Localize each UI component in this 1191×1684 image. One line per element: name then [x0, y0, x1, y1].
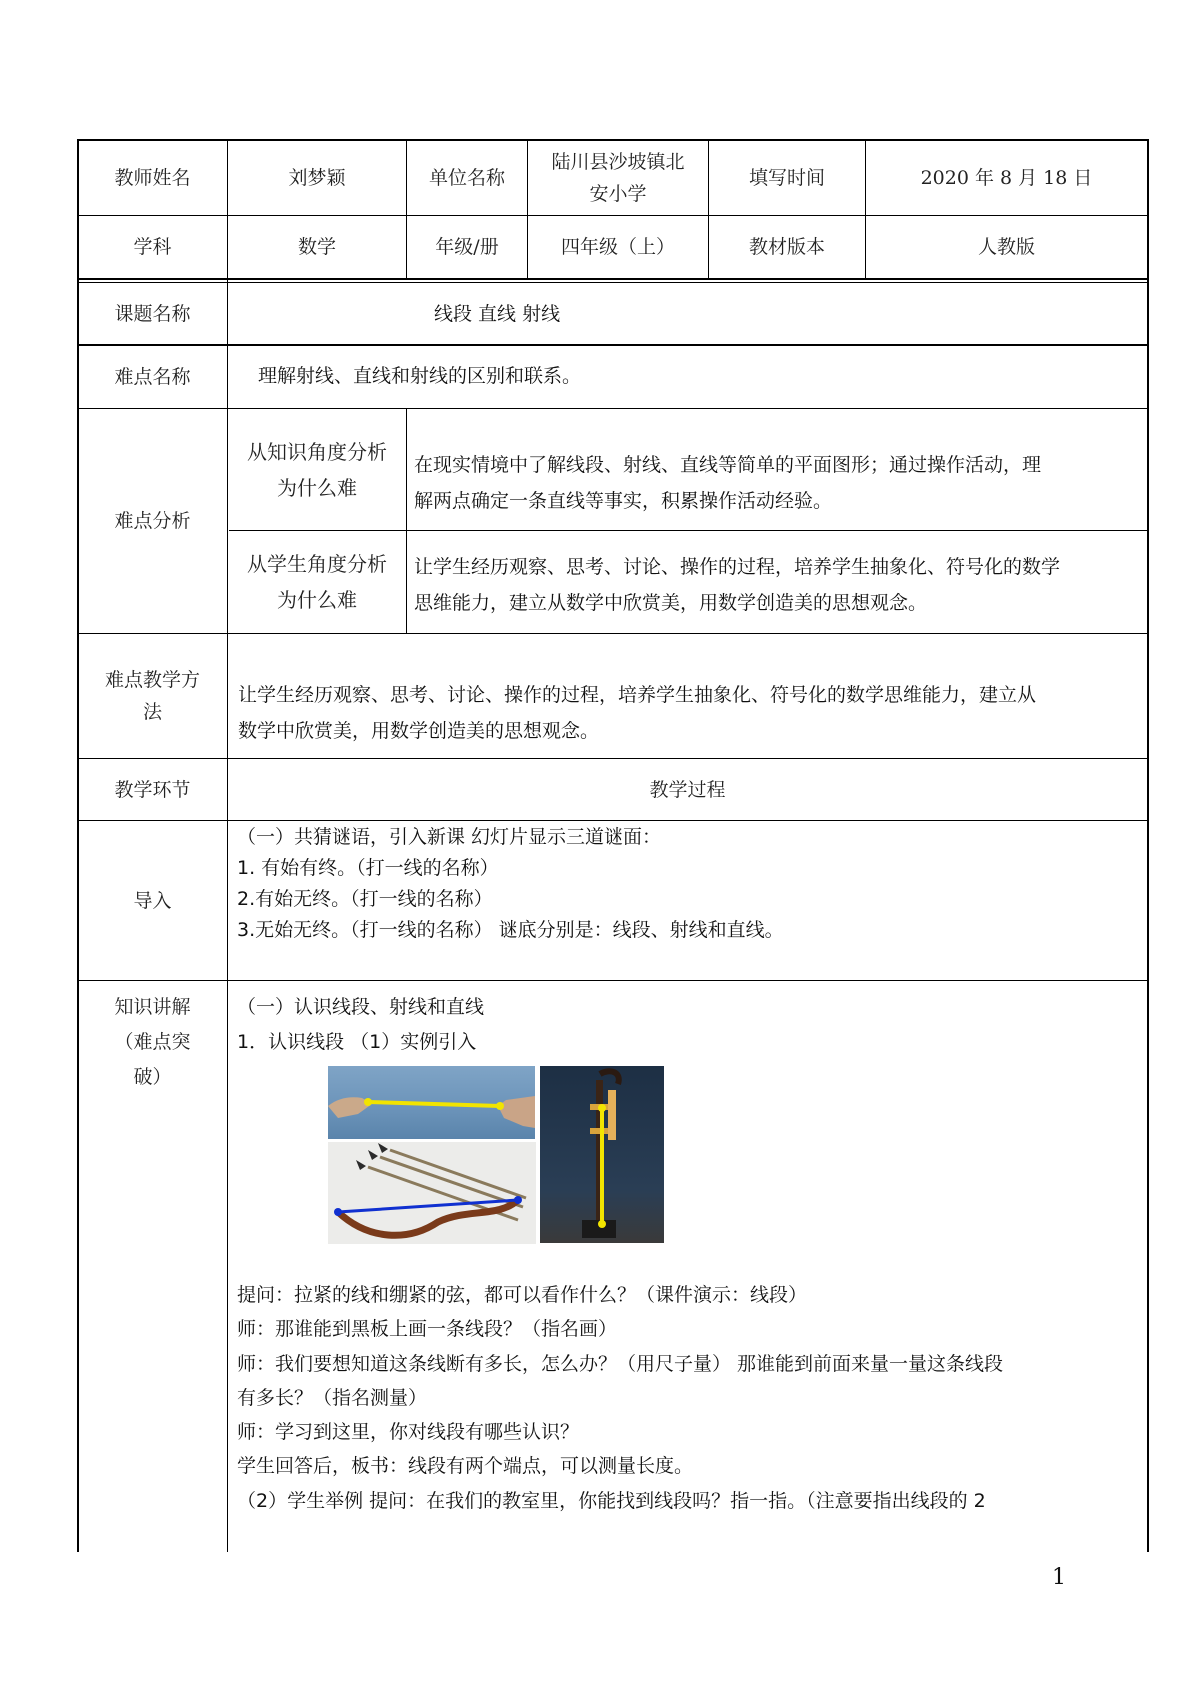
segment-endpoint	[364, 1098, 372, 1106]
table-right-border	[1147, 139, 1149, 1552]
knowledge-angle-text-line1: 在现实情境中了解线段、射线、直线等简单的平面图形；通过操作活动，理	[414, 454, 1042, 476]
student-angle-label	[228, 531, 406, 633]
student-angle-text-line2: 思维能力，建立从数学中欣赏美，用数学创造美的思想观念。	[414, 592, 928, 614]
arrow-fletching	[368, 1150, 378, 1160]
unit-name-line1: 陆川县沙坡镇北	[551, 150, 685, 173]
unit-name-line2: 安小学	[589, 182, 647, 205]
method-label-line1: 难点教学方	[104, 669, 200, 691]
arrow-shape	[380, 1157, 523, 1207]
string-photo-svg	[328, 1066, 535, 1139]
knowledge-label-line2: （难点突	[114, 1031, 191, 1053]
method-text-line2: 数学中欣赏美，用数学创造美的思想观念。	[238, 720, 600, 742]
row-line	[77, 278, 1148, 280]
student-angle-label-line2: 为什么难	[277, 588, 357, 612]
knowledge-angle-label-line2: 为什么难	[277, 475, 357, 500]
arrow-fletching	[356, 1160, 366, 1170]
row-line	[77, 282, 1148, 283]
segment-endpoint	[496, 1102, 504, 1110]
erhu-photo	[540, 1066, 664, 1243]
knowledge-angle-label-line1: 从知识角度分析	[247, 439, 387, 464]
teacher-label: 教师姓名	[114, 166, 191, 189]
intro-line: （一）共猜谜语，引入新课 幻灯片显示三道谜面：	[237, 826, 662, 848]
knowledge-angle-text-line2: 解两点确定一条直线等事实，积累操作活动经验。	[414, 490, 833, 512]
string-photo	[328, 1066, 535, 1139]
segment-endpoint	[598, 1104, 606, 1112]
edition-label: 教材版本	[748, 236, 825, 258]
process-stage-label: 教学环节	[114, 778, 191, 801]
segment-endpoint	[334, 1208, 342, 1216]
arrow-shape	[390, 1150, 526, 1198]
bow-photo	[328, 1142, 536, 1244]
right-hand-shape	[498, 1096, 535, 1128]
intro-line: 1. 有始有终。（打一线的名称）	[237, 857, 499, 879]
page-number: 1	[1052, 1565, 1066, 1590]
knowledge-line: （2）学生举例 提问：在我们的教室里，你能找到线段吗？指一指。（注意要指出线段的 2	[237, 1489, 986, 1512]
topic-label: 课题名称	[114, 302, 191, 325]
subject-label: 学科	[133, 236, 172, 258]
intro-line: 3.无始无终。（打一线的名称） 谜底分别是：线段、射线和直线。	[237, 919, 784, 941]
intro-line: 2.有始无终。（打一线的名称）	[237, 888, 493, 910]
method-label-line2: 法	[142, 701, 162, 723]
knowledge-angle-text	[414, 447, 1142, 519]
bow-photo-svg	[328, 1142, 536, 1244]
difficulty-label: 难点名称	[114, 365, 191, 388]
teacher-name: 刘梦颖	[288, 166, 346, 189]
col-line	[406, 408, 407, 633]
knowledge-line2: 1．认识线段 （1）实例引入	[237, 1031, 477, 1053]
row-line	[77, 344, 1148, 346]
intro-text	[237, 822, 1143, 978]
row-line	[77, 980, 1148, 981]
unit-label: 单位名称	[428, 166, 505, 189]
arrow-fletching	[378, 1143, 388, 1153]
analysis-label: 难点分析	[114, 510, 191, 532]
erhu-photo-svg	[540, 1066, 664, 1243]
knowledge-line: 师：那谁能到黑板上画一条线段？（指名画）	[237, 1318, 618, 1341]
segment-endpoint	[514, 1196, 522, 1204]
knowledge-label-line1: 知识讲解	[114, 996, 191, 1018]
knowledge-line: 提问：拉紧的线和绷紧的弦，都可以看作什么？（课件演示：线段）	[237, 1284, 808, 1306]
knowledge-line: 师：学习到这里，你对线段有哪些认识？	[237, 1421, 580, 1444]
knowledge-line: 学生回答后，板书：线段有两个端点，可以测量长度。	[237, 1455, 694, 1478]
difficulty-value: 理解射线、直线和射线的区别和联系。	[258, 365, 582, 387]
segment-endpoint	[598, 1220, 606, 1228]
erhu-tassel	[608, 1090, 616, 1140]
student-angle-text-line1: 让学生经历观察、思考、讨论、操作的过程，培养学生抽象化、符号化的数学	[414, 556, 1061, 578]
row-line	[77, 820, 1148, 821]
student-angle-label-line1: 从学生角度分析	[247, 552, 387, 576]
process-label: 教学过程	[649, 778, 726, 801]
knowledge-line1: （一）认识线段、射线和直线	[237, 996, 485, 1018]
row-line	[77, 633, 1148, 634]
string-yellow-segment	[368, 1102, 500, 1106]
knowledge-label	[78, 990, 227, 1100]
subject-value: 数学	[297, 236, 336, 258]
knowledge-angle-label	[228, 409, 406, 530]
edition-value: 人教版	[977, 236, 1035, 258]
method-label	[78, 656, 227, 736]
grade-value: 四年级（上）	[560, 236, 675, 258]
student-angle-text	[414, 549, 1142, 621]
unit-name	[528, 140, 708, 215]
knowledge-paragraphs	[237, 1278, 1143, 1518]
knowledge-line: 师：我们要想知道这条线断有多长，怎么办？（用尺子量） 那谁能到前面来量一量这条线段	[237, 1352, 1004, 1375]
date-label: 填写时间	[748, 166, 825, 189]
knowledge-line: 有多长？（指名测量）	[237, 1386, 428, 1409]
date-value: 2020 年 8 月 18 日	[920, 166, 1093, 189]
col-line	[227, 139, 228, 1552]
intro-label: 导入	[133, 889, 172, 912]
method-text-line1: 让学生经历观察、思考、讨论、操作的过程，培养学生抽象化、符号化的数学思维能力，建立从	[238, 684, 1037, 706]
grade-label: 年级/册	[435, 236, 499, 258]
method-text	[238, 677, 1144, 749]
topic-value: 线段 直线 射线	[434, 303, 561, 325]
knowledge-label-line3: 破）	[133, 1066, 172, 1088]
